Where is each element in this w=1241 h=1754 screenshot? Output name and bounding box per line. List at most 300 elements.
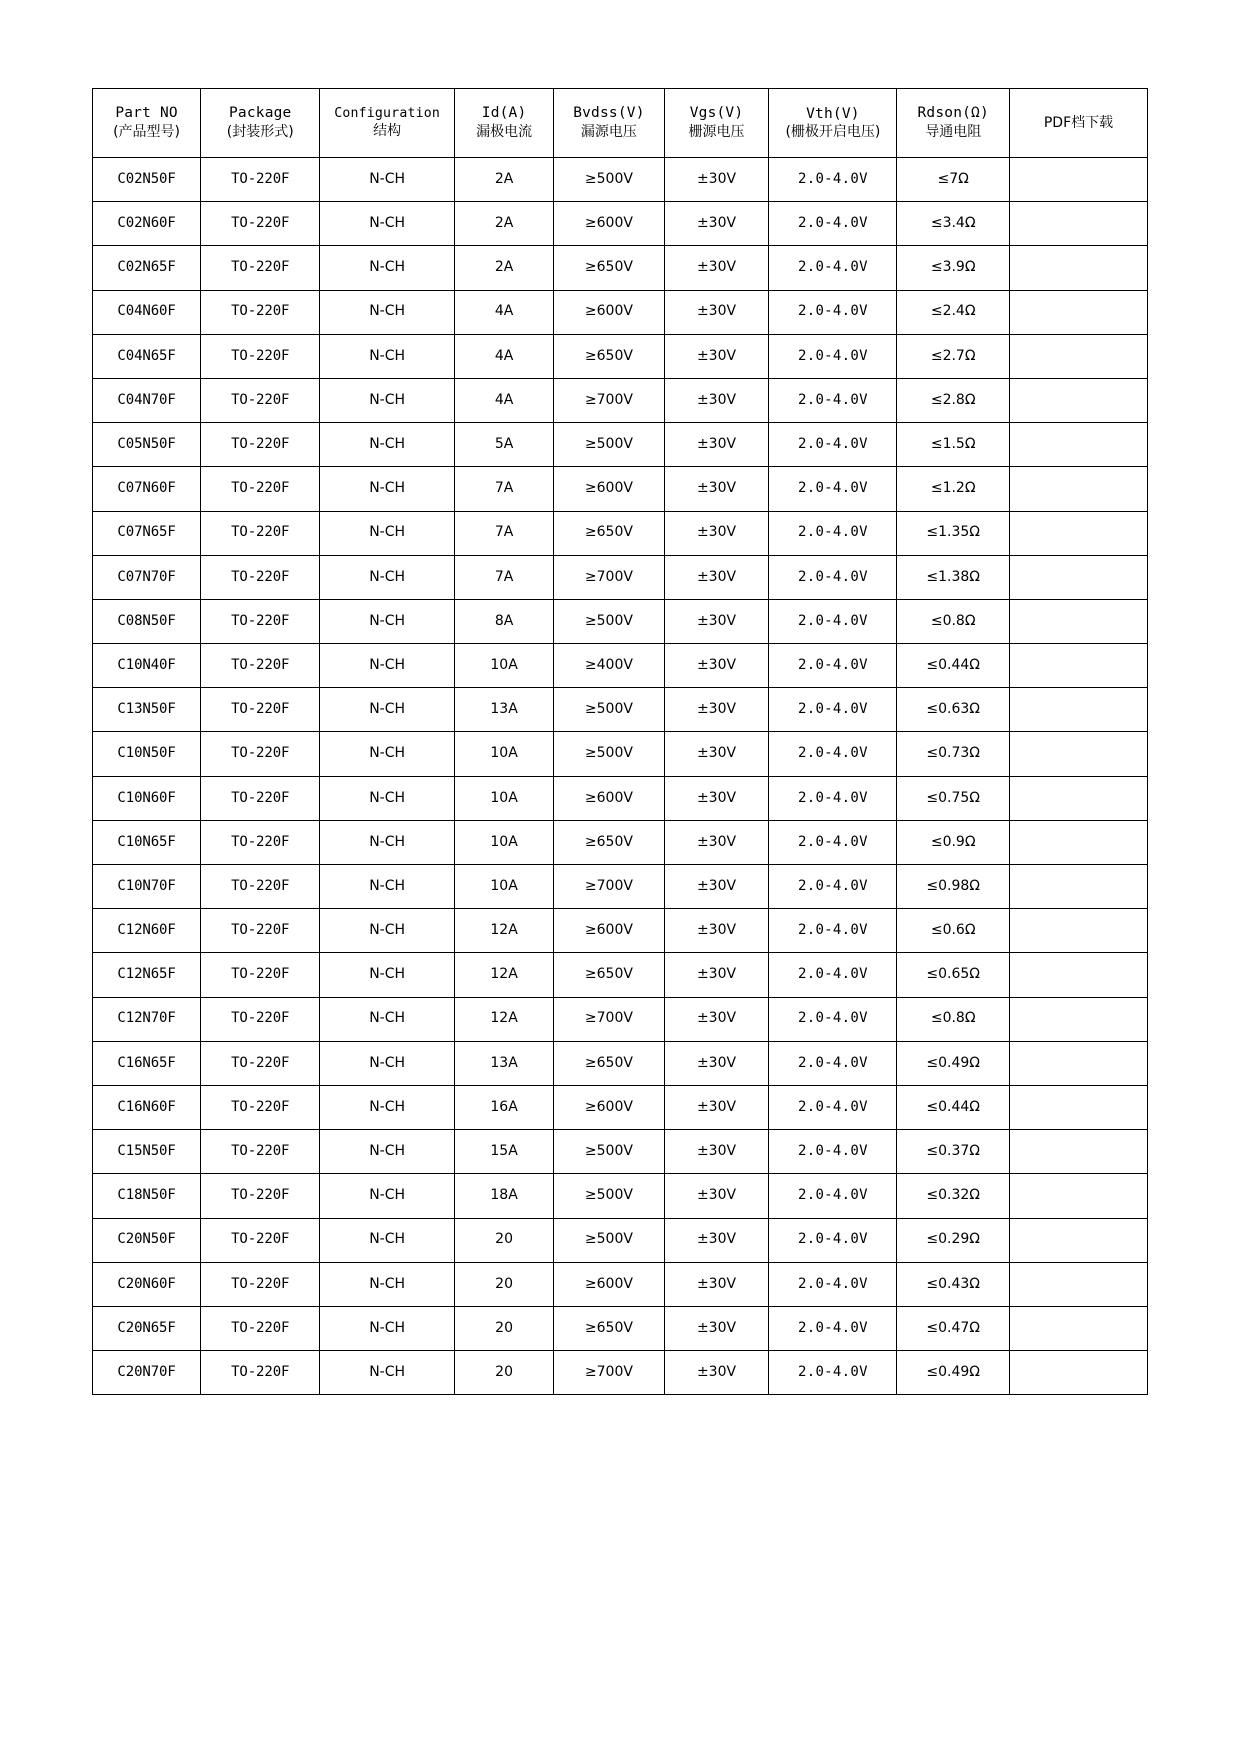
cell-pdf[interactable]: [1009, 511, 1147, 555]
cell-id: 20: [454, 1351, 553, 1395]
column-header-part-no-cn: (产品型号): [113, 124, 181, 141]
cell-pdf[interactable]: [1009, 158, 1147, 202]
cell-pdf[interactable]: [1009, 1085, 1147, 1129]
cell-vgs: ±30V: [664, 555, 769, 599]
cell-vgs: ±30V: [664, 776, 769, 820]
cell-bvdss: ≥650V: [554, 1041, 664, 1085]
cell-bvdss: ≥600V: [554, 1085, 664, 1129]
cell-vth: 2.0-4.0V: [769, 644, 897, 688]
cell-configuration: N-CH: [320, 1174, 455, 1218]
cell-pdf[interactable]: [1009, 865, 1147, 909]
cell-pdf[interactable]: [1009, 820, 1147, 864]
column-header-bvdss-en: Bvdss(V): [573, 105, 645, 122]
cell-id: 7A: [454, 511, 553, 555]
cell-vgs: ±30V: [664, 997, 769, 1041]
cell-configuration: N-CH: [320, 1085, 455, 1129]
column-header-vgs-en: Vgs(V): [689, 105, 744, 122]
cell-bvdss: ≥500V: [554, 1130, 664, 1174]
cell-configuration: N-CH: [320, 909, 455, 953]
cell-vth: 2.0-4.0V: [769, 1174, 897, 1218]
cell-id: 2A: [454, 158, 553, 202]
cell-part-no: C07N60F: [93, 467, 201, 511]
table-row: [93, 290, 1148, 334]
cell-package: TO-220F: [201, 1218, 320, 1262]
cell-id: 12A: [454, 909, 553, 953]
cell-rdson: ≤0.8Ω: [897, 599, 1010, 643]
cell-configuration: N-CH: [320, 158, 455, 202]
cell-configuration: N-CH: [320, 688, 455, 732]
cell-configuration: N-CH: [320, 599, 455, 643]
cell-pdf[interactable]: [1009, 1262, 1147, 1306]
cell-vgs: ±30V: [664, 423, 769, 467]
cell-id: 13A: [454, 688, 553, 732]
cell-vth: 2.0-4.0V: [769, 158, 897, 202]
cell-package: TO-220F: [201, 555, 320, 599]
cell-rdson: ≤0.65Ω: [897, 953, 1010, 997]
cell-part-no: C10N60F: [93, 776, 201, 820]
table-row: [93, 1351, 1148, 1395]
cell-rdson: ≤3.4Ω: [897, 202, 1010, 246]
cell-part-no: C02N50F: [93, 158, 201, 202]
cell-vth: 2.0-4.0V: [769, 555, 897, 599]
cell-bvdss: ≥600V: [554, 467, 664, 511]
cell-id: 10A: [454, 732, 553, 776]
cell-id: 10A: [454, 644, 553, 688]
cell-id: 2A: [454, 202, 553, 246]
cell-vgs: ±30V: [664, 290, 769, 334]
cell-vth: 2.0-4.0V: [769, 423, 897, 467]
cell-id: 16A: [454, 1085, 553, 1129]
cell-package: TO-220F: [201, 378, 320, 422]
cell-rdson: ≤0.8Ω: [897, 997, 1010, 1041]
cell-configuration: N-CH: [320, 423, 455, 467]
cell-id: 2A: [454, 246, 553, 290]
cell-vth: 2.0-4.0V: [769, 378, 897, 422]
cell-configuration: N-CH: [320, 511, 455, 555]
cell-vgs: ±30V: [664, 1218, 769, 1262]
cell-configuration: N-CH: [320, 467, 455, 511]
column-header-id: [454, 89, 553, 158]
cell-rdson: ≤2.8Ω: [897, 378, 1010, 422]
cell-part-no: C07N65F: [93, 511, 201, 555]
cell-rdson: ≤0.49Ω: [897, 1041, 1010, 1085]
cell-vth: 2.0-4.0V: [769, 1351, 897, 1395]
table-row: [93, 378, 1148, 422]
column-header-package: [201, 89, 320, 158]
cell-bvdss: ≥650V: [554, 334, 664, 378]
cell-id: 20: [454, 1218, 553, 1262]
cell-bvdss: ≥500V: [554, 1174, 664, 1218]
cell-part-no: C20N60F: [93, 1262, 201, 1306]
cell-pdf[interactable]: [1009, 909, 1147, 953]
cell-configuration: N-CH: [320, 1218, 455, 1262]
cell-pdf[interactable]: [1009, 1218, 1147, 1262]
table-row: [93, 1174, 1148, 1218]
cell-bvdss: ≥650V: [554, 246, 664, 290]
mosfet-spec-table: [92, 88, 1148, 1395]
cell-bvdss: ≥600V: [554, 909, 664, 953]
cell-pdf[interactable]: [1009, 246, 1147, 290]
cell-bvdss: ≥600V: [554, 1262, 664, 1306]
table-row: [93, 820, 1148, 864]
cell-rdson: ≤0.6Ω: [897, 909, 1010, 953]
cell-id: 4A: [454, 334, 553, 378]
column-header-rdson-cn: 导通电阻: [925, 124, 982, 141]
cell-configuration: N-CH: [320, 732, 455, 776]
cell-id: 8A: [454, 599, 553, 643]
cell-part-no: C20N70F: [93, 1351, 201, 1395]
cell-rdson: ≤1.2Ω: [897, 467, 1010, 511]
cell-id: 13A: [454, 1041, 553, 1085]
cell-configuration: N-CH: [320, 644, 455, 688]
cell-vth: 2.0-4.0V: [769, 334, 897, 378]
cell-rdson: ≤0.37Ω: [897, 1130, 1010, 1174]
cell-package: TO-220F: [201, 1085, 320, 1129]
cell-bvdss: ≥600V: [554, 776, 664, 820]
cell-id: 15A: [454, 1130, 553, 1174]
cell-pdf[interactable]: [1009, 688, 1147, 732]
cell-bvdss: ≥650V: [554, 1306, 664, 1350]
cell-package: TO-220F: [201, 732, 320, 776]
cell-part-no: C10N70F: [93, 865, 201, 909]
table-row: [93, 1041, 1148, 1085]
cell-pdf[interactable]: [1009, 953, 1147, 997]
cell-vgs: ±30V: [664, 865, 769, 909]
cell-vth: 2.0-4.0V: [769, 202, 897, 246]
table-row: [93, 953, 1148, 997]
cell-bvdss: ≥500V: [554, 423, 664, 467]
cell-vth: 2.0-4.0V: [769, 776, 897, 820]
cell-vth: 2.0-4.0V: [769, 1306, 897, 1350]
cell-configuration: N-CH: [320, 865, 455, 909]
cell-vgs: ±30V: [664, 1041, 769, 1085]
cell-vgs: ±30V: [664, 334, 769, 378]
table-row: [93, 732, 1148, 776]
cell-configuration: N-CH: [320, 953, 455, 997]
cell-package: TO-220F: [201, 953, 320, 997]
cell-vth: 2.0-4.0V: [769, 1130, 897, 1174]
cell-configuration: N-CH: [320, 555, 455, 599]
cell-package: TO-220F: [201, 202, 320, 246]
cell-configuration: N-CH: [320, 1306, 455, 1350]
cell-vgs: ±30V: [664, 511, 769, 555]
cell-vgs: ±30V: [664, 909, 769, 953]
table-row: [93, 1306, 1148, 1350]
table-row: [93, 467, 1148, 511]
table-body: [93, 158, 1148, 1395]
cell-package: TO-220F: [201, 467, 320, 511]
cell-id: 20: [454, 1306, 553, 1350]
cell-pdf[interactable]: [1009, 599, 1147, 643]
cell-pdf[interactable]: [1009, 732, 1147, 776]
cell-vth: 2.0-4.0V: [769, 820, 897, 864]
column-header-pdf-download: [1009, 89, 1147, 158]
cell-part-no: C10N50F: [93, 732, 201, 776]
cell-configuration: N-CH: [320, 997, 455, 1041]
cell-rdson: ≤7Ω: [897, 158, 1010, 202]
cell-rdson: ≤0.43Ω: [897, 1262, 1010, 1306]
cell-pdf[interactable]: [1009, 378, 1147, 422]
cell-bvdss: ≥650V: [554, 511, 664, 555]
cell-package: TO-220F: [201, 1130, 320, 1174]
cell-rdson: ≤0.49Ω: [897, 1351, 1010, 1395]
cell-bvdss: ≥400V: [554, 644, 664, 688]
column-header-id-cn: 漏极电流: [476, 124, 533, 141]
cell-bvdss: ≥500V: [554, 1218, 664, 1262]
column-header-bvdss-cn: 漏源电压: [580, 124, 637, 141]
cell-package: TO-220F: [201, 820, 320, 864]
column-header-pdf-download-cn: PDF档下载: [1043, 114, 1114, 131]
cell-package: TO-220F: [201, 688, 320, 732]
cell-id: 10A: [454, 776, 553, 820]
cell-rdson: ≤2.7Ω: [897, 334, 1010, 378]
cell-vgs: ±30V: [664, 378, 769, 422]
table-row: [93, 423, 1148, 467]
cell-vgs: ±30V: [664, 953, 769, 997]
cell-vgs: ±30V: [664, 202, 769, 246]
cell-configuration: N-CH: [320, 776, 455, 820]
cell-id: 4A: [454, 290, 553, 334]
cell-package: TO-220F: [201, 1306, 320, 1350]
cell-part-no: C12N70F: [93, 997, 201, 1041]
cell-pdf[interactable]: [1009, 1306, 1147, 1350]
cell-bvdss: ≥700V: [554, 1351, 664, 1395]
cell-vth: 2.0-4.0V: [769, 467, 897, 511]
cell-pdf[interactable]: [1009, 202, 1147, 246]
cell-vgs: ±30V: [664, 246, 769, 290]
cell-id: 10A: [454, 820, 553, 864]
cell-configuration: N-CH: [320, 820, 455, 864]
cell-bvdss: ≥700V: [554, 997, 664, 1041]
table-row: [93, 865, 1148, 909]
cell-rdson: ≤2.4Ω: [897, 290, 1010, 334]
cell-pdf[interactable]: [1009, 776, 1147, 820]
table-row: [93, 599, 1148, 643]
cell-rdson: ≤0.44Ω: [897, 1085, 1010, 1129]
cell-rdson: ≤0.32Ω: [897, 1174, 1010, 1218]
cell-vgs: ±30V: [664, 688, 769, 732]
cell-configuration: N-CH: [320, 290, 455, 334]
table-row: [93, 776, 1148, 820]
cell-configuration: N-CH: [320, 334, 455, 378]
table-row: [93, 909, 1148, 953]
cell-vth: 2.0-4.0V: [769, 1262, 897, 1306]
cell-package: TO-220F: [201, 423, 320, 467]
cell-part-no: C16N60F: [93, 1085, 201, 1129]
column-header-vth-en: Vth(V): [806, 105, 860, 122]
cell-pdf[interactable]: [1009, 997, 1147, 1041]
column-header-id-en: Id(A): [481, 105, 527, 122]
cell-id: 12A: [454, 997, 553, 1041]
cell-id: 7A: [454, 467, 553, 511]
cell-package: TO-220F: [201, 644, 320, 688]
table-row: [93, 1130, 1148, 1174]
column-header-configuration-en: Configuration: [334, 106, 441, 122]
cell-part-no: C04N70F: [93, 378, 201, 422]
cell-vth: 2.0-4.0V: [769, 290, 897, 334]
cell-id: 4A: [454, 378, 553, 422]
cell-part-no: C16N65F: [93, 1041, 201, 1085]
cell-vgs: ±30V: [664, 1351, 769, 1395]
cell-pdf[interactable]: [1009, 644, 1147, 688]
cell-vth: 2.0-4.0V: [769, 511, 897, 555]
cell-vth: 2.0-4.0V: [769, 1041, 897, 1085]
table-row: [93, 158, 1148, 202]
cell-package: TO-220F: [201, 909, 320, 953]
cell-bvdss: ≥500V: [554, 158, 664, 202]
cell-pdf[interactable]: [1009, 290, 1147, 334]
cell-part-no: C02N65F: [93, 246, 201, 290]
cell-rdson: ≤0.98Ω: [897, 865, 1010, 909]
column-header-part-no-en: Part NO: [115, 105, 178, 122]
table-row: [93, 202, 1148, 246]
table-row: [93, 997, 1148, 1041]
cell-vgs: ±30V: [664, 1130, 769, 1174]
column-header-vth-cn: (栅极开启电压): [785, 123, 881, 140]
column-header-rdson-en: Rdson(Ω): [917, 105, 989, 122]
cell-vth: 2.0-4.0V: [769, 953, 897, 997]
table-row: [93, 688, 1148, 732]
cell-rdson: ≤1.35Ω: [897, 511, 1010, 555]
cell-configuration: N-CH: [320, 1351, 455, 1395]
cell-rdson: ≤0.9Ω: [897, 820, 1010, 864]
table-row: [93, 555, 1148, 599]
cell-id: 10A: [454, 865, 553, 909]
cell-vth: 2.0-4.0V: [769, 732, 897, 776]
cell-vgs: ±30V: [664, 1306, 769, 1350]
cell-bvdss: ≥700V: [554, 378, 664, 422]
cell-vgs: ±30V: [664, 732, 769, 776]
cell-package: TO-220F: [201, 1041, 320, 1085]
cell-rdson: ≤0.75Ω: [897, 776, 1010, 820]
cell-configuration: N-CH: [320, 1130, 455, 1174]
cell-part-no: C12N65F: [93, 953, 201, 997]
cell-rdson: ≤0.63Ω: [897, 688, 1010, 732]
cell-part-no: C02N60F: [93, 202, 201, 246]
cell-vgs: ±30V: [664, 1174, 769, 1218]
cell-configuration: N-CH: [320, 1262, 455, 1306]
cell-bvdss: ≥500V: [554, 732, 664, 776]
cell-package: TO-220F: [201, 599, 320, 643]
cell-configuration: N-CH: [320, 202, 455, 246]
cell-id: 20: [454, 1262, 553, 1306]
cell-part-no: C18N50F: [93, 1174, 201, 1218]
cell-configuration: N-CH: [320, 246, 455, 290]
cell-vth: 2.0-4.0V: [769, 1085, 897, 1129]
cell-package: TO-220F: [201, 290, 320, 334]
column-header-package-cn: (封装形式): [226, 124, 294, 141]
cell-part-no: C05N50F: [93, 423, 201, 467]
cell-id: 12A: [454, 953, 553, 997]
cell-pdf[interactable]: [1009, 467, 1147, 511]
column-header-bvdss: [554, 89, 664, 158]
table-row: [93, 334, 1148, 378]
cell-pdf[interactable]: [1009, 334, 1147, 378]
cell-pdf[interactable]: [1009, 555, 1147, 599]
table-row: [93, 246, 1148, 290]
cell-rdson: ≤0.47Ω: [897, 1306, 1010, 1350]
cell-bvdss: ≥650V: [554, 953, 664, 997]
cell-rdson: ≤0.44Ω: [897, 644, 1010, 688]
cell-bvdss: ≥600V: [554, 202, 664, 246]
cell-package: TO-220F: [201, 511, 320, 555]
table-row: [93, 1218, 1148, 1262]
table-row: [93, 1085, 1148, 1129]
cell-part-no: C04N65F: [93, 334, 201, 378]
cell-pdf[interactable]: [1009, 1041, 1147, 1085]
cell-part-no: C08N50F: [93, 599, 201, 643]
cell-vgs: ±30V: [664, 158, 769, 202]
cell-vth: 2.0-4.0V: [769, 688, 897, 732]
cell-rdson: ≤0.29Ω: [897, 1218, 1010, 1262]
cell-pdf[interactable]: [1009, 1174, 1147, 1218]
cell-part-no: C13N50F: [93, 688, 201, 732]
cell-bvdss: ≥500V: [554, 688, 664, 732]
column-header-vgs-cn: 栅源电压: [688, 124, 745, 141]
spec-table-container: [92, 88, 1148, 1395]
header-row: [93, 89, 1148, 158]
cell-package: TO-220F: [201, 997, 320, 1041]
cell-vgs: ±30V: [664, 644, 769, 688]
cell-id: 7A: [454, 555, 553, 599]
cell-vgs: ±30V: [664, 599, 769, 643]
cell-id: 18A: [454, 1174, 553, 1218]
cell-pdf[interactable]: [1009, 423, 1147, 467]
cell-bvdss: ≥650V: [554, 820, 664, 864]
column-header-vgs: [664, 89, 769, 158]
cell-vgs: ±30V: [664, 1085, 769, 1129]
cell-bvdss: ≥700V: [554, 865, 664, 909]
cell-part-no: C10N65F: [93, 820, 201, 864]
cell-configuration: N-CH: [320, 1041, 455, 1085]
column-header-part-no: [93, 89, 201, 158]
cell-package: TO-220F: [201, 334, 320, 378]
cell-rdson: ≤0.73Ω: [897, 732, 1010, 776]
cell-vgs: ±30V: [664, 820, 769, 864]
cell-configuration: N-CH: [320, 378, 455, 422]
cell-part-no: C15N50F: [93, 1130, 201, 1174]
table-header: [93, 89, 1148, 158]
cell-package: TO-220F: [201, 158, 320, 202]
column-header-configuration-cn: 结构: [373, 123, 402, 140]
cell-pdf[interactable]: [1009, 1351, 1147, 1395]
table-row: [93, 511, 1148, 555]
cell-part-no: C12N60F: [93, 909, 201, 953]
cell-vth: 2.0-4.0V: [769, 246, 897, 290]
cell-vgs: ±30V: [664, 1262, 769, 1306]
cell-vth: 2.0-4.0V: [769, 997, 897, 1041]
cell-rdson: ≤1.5Ω: [897, 423, 1010, 467]
cell-vth: 2.0-4.0V: [769, 599, 897, 643]
cell-package: TO-220F: [201, 1262, 320, 1306]
cell-rdson: ≤1.38Ω: [897, 555, 1010, 599]
cell-part-no: C10N40F: [93, 644, 201, 688]
cell-part-no: C20N65F: [93, 1306, 201, 1350]
cell-id: 5A: [454, 423, 553, 467]
cell-bvdss: ≥700V: [554, 555, 664, 599]
cell-vth: 2.0-4.0V: [769, 865, 897, 909]
table-row: [93, 1262, 1148, 1306]
cell-package: TO-220F: [201, 1351, 320, 1395]
cell-bvdss: ≥600V: [554, 290, 664, 334]
cell-pdf[interactable]: [1009, 1130, 1147, 1174]
cell-package: TO-220F: [201, 776, 320, 820]
column-header-vth: [769, 89, 897, 158]
column-header-configuration: [320, 89, 455, 158]
cell-package: TO-220F: [201, 246, 320, 290]
cell-part-no: C07N70F: [93, 555, 201, 599]
cell-part-no: C04N60F: [93, 290, 201, 334]
